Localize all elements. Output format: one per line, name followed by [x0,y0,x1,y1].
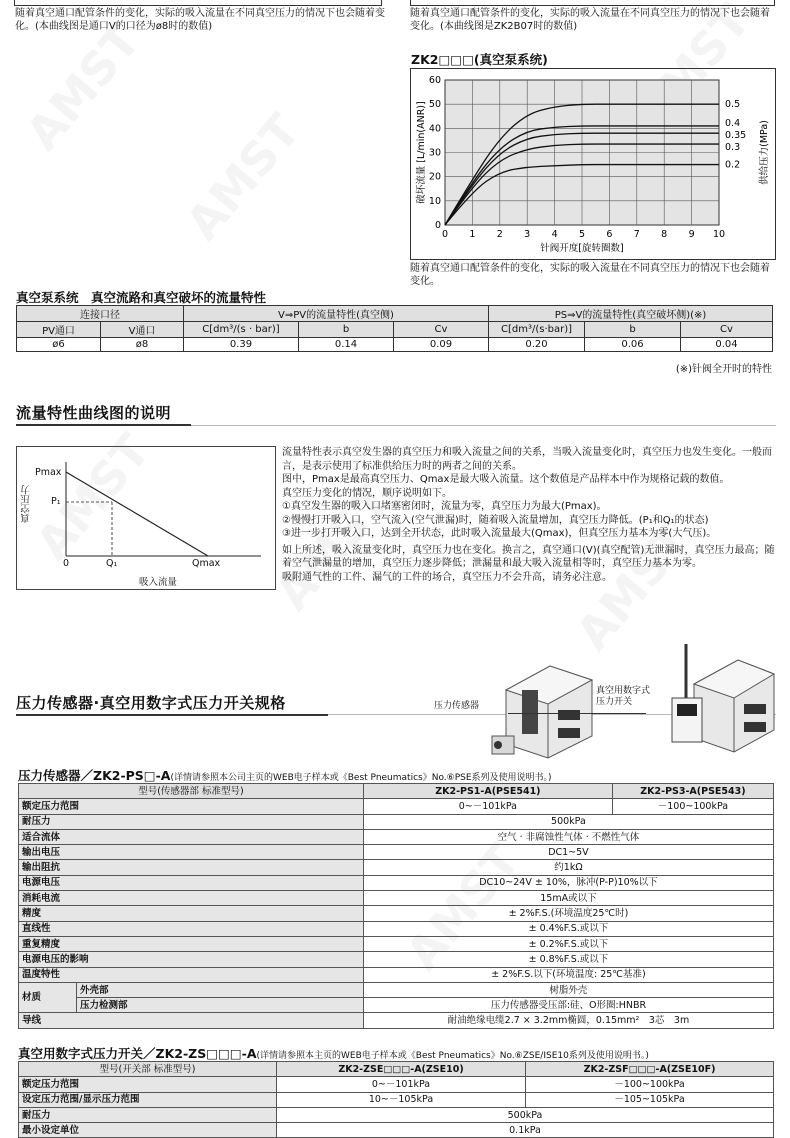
top-left-note: 随着真空通口配管条件的变化，实际的吸入流量在不同真空压力的情况下也会随着变化。(本曲线图是通口V的口径为ø8时的数值) [15,8,385,32]
spec-value: 15mA或以下 [363,891,773,906]
sensor-spec-table [18,783,774,1029]
spec-label: 设定压力范围/显示压力范围 [19,1092,277,1107]
spec-label: 耐压力 [19,1107,277,1122]
spec-value: 空气 · 非腐蚀性气体 · 不燃性气体 [363,829,773,844]
switch-spec-table [18,1061,774,1138]
table-row [19,921,774,936]
table-cell: 0.39 [184,338,299,352]
spec-value: 0.1kPa [277,1123,774,1138]
flow-footnote: (※)针阀全开时的特性 [675,364,772,375]
switch-label-line: 真空用数字式 [596,686,651,696]
table-row [19,814,774,829]
spec-value: 0~－101kPa [277,1077,526,1092]
top-left-frame [14,0,382,6]
spec-label: 额定压力范围 [19,799,364,814]
x-tick-label: 9 [688,229,695,240]
series-label: 0.4 [725,117,741,129]
y-tick-label: 10 [428,195,441,207]
spec-value: DC1~5V [363,845,773,860]
pump-chart-note: 随着真空通口配管条件的变化，实际的吸入流量在不同真空压力的情况下也会随着变化。 [410,263,770,287]
top-right-note: 随着真空通口配管条件的变化，实际的吸入流量在不同真空压力的情况下也会随着变化。(本曲线图是ZK2B07时的数值) [410,8,770,32]
spec-label: 消耗电流 [19,891,364,906]
table-row [19,875,774,890]
spec-header: ZK2-ZSF□□□-A(ZSE10F) [526,1062,774,1077]
x-tick-label: 6 [606,229,613,240]
right-axis-label: 供给压力(MPa) [759,120,770,185]
sensor-section-title: 压力传感器·真空用数字式压力开关规格 [16,694,286,712]
table-cell: 0.20 [489,338,585,352]
table-row [19,1077,774,1092]
zero-label: 0 [63,558,70,569]
y-tick-label: 30 [428,147,441,159]
switch-table-title-note: (详情请参照本主页的WEB电子样本或《Best Pneumatics》No.⑥ZSE/ISE10系列及使用说明书。) [256,1051,649,1061]
paragraph: 吸附通气性的工件、漏气的工件的场合，真空压力不会升高，请务必注意。 [282,571,612,583]
y-tick-label: 60 [428,75,441,86]
spec-label: 额定压力范围 [19,1077,277,1092]
table-cell: 0.04 [681,338,773,352]
table-row [19,952,774,967]
pump-chart-title: ZK2□□□(真空泵系统) [411,52,548,67]
spec-value: 树脂外壳 [363,982,773,997]
paragraph: ①真空发生器的吸入口堵塞密闭时，流量为零，真空压力为最大(Pmax)。 [282,501,607,512]
p1-label: P₁ [51,496,61,507]
section-divider [191,425,776,426]
q1-label: Q₁ [106,558,118,569]
top-right-frame [410,0,775,6]
diagram-xlabel: 吸入流量 [139,577,178,588]
spec-value: 0~－101kPa [363,799,612,814]
v-to-pv-header: V⇒PV的流量特性(真空侧) [184,306,489,322]
x-tick-label: 3 [524,229,531,240]
paragraph: 如上所述，吸入流量变化时，真空压力也在变化。换言之，真空通口(V)(真空配管)无泄漏时，真空压力最高；随着空气泄漏量的增加，真空压力逐步降低；泄漏量和最大吸入流量相等时，真空压力基本为零。 [282,544,775,569]
table-cell: ø6 [17,338,101,352]
spec-header: ZK2-PS1-A(PSE541) [363,784,612,799]
series-label: 0.3 [725,142,741,154]
spec-label: 输出电压 [19,845,364,860]
sub-header: V通口 [101,322,184,338]
spec-label: 最小设定单位 [19,1123,277,1138]
pressure-sensor-product-image [488,650,598,760]
table-row [19,998,774,1013]
series-label: 0.2 [725,159,741,171]
table-row [19,1092,774,1107]
sensor-label: 压力传感器 [434,701,480,711]
table-row [19,906,774,921]
sensor-table-title-note: (详情请参照本公司主页的WEB电子样本或《Best Pneumatics》No.⑥PSE系列及使用说明书。) [170,773,552,783]
y-tick-label: 50 [428,99,441,111]
table-row [19,967,774,982]
spec-value: ± 0.4%F.S.或以下 [363,921,773,936]
spec-label: 精度 [19,906,364,921]
spec-label: 重复精度 [19,936,364,951]
series-label: 0.5 [725,99,741,111]
spec-label: 电源电压 [19,875,364,890]
spec-value: 10~－105kPa [277,1092,526,1107]
table-row [19,982,774,997]
y-tick-label: 0 [434,220,441,231]
ps-to-v-header: PS⇒V的流量特性(真空破坏侧)(※) [489,306,773,322]
spec-value: ± 0.8%F.S.或以下 [363,952,773,967]
spec-label: 导线 [19,1013,364,1028]
switch-label-line: 压力开关 [596,697,633,707]
qmax-label: Qmax [192,558,221,569]
x-tick-label: 7 [633,229,640,240]
x-tick-label: 4 [551,229,558,240]
spec-header: 型号(开关部 标准型号) [19,1062,277,1077]
table-row [19,1013,774,1028]
spec-header: ZK2-PS3-A(PSE543) [612,784,773,799]
sub-header: Cv [394,322,489,338]
section-divider [16,424,191,426]
spec-value: －105~105kPa [526,1092,774,1107]
section-divider [16,714,328,716]
x-tick-label: 8 [661,229,668,240]
table-row [19,799,774,814]
table-row [19,1123,774,1138]
x-tick-label: 10 [712,229,726,240]
characteristic-line [66,472,208,556]
switch-label [596,686,650,708]
sub-header: b [299,322,394,338]
spec-value: 500kPa [363,814,773,829]
table-row [19,860,774,875]
switch-table-title-main: 真空用数字式压力开关／ZK2-ZS□□□-A [18,1046,257,1061]
flow-section-title: 真空泵系统 真空流路和真空破坏的流量特性 [16,290,267,305]
sub-header: b [585,322,681,338]
x-tick-label: 1 [469,229,476,240]
x-tick-label: 5 [578,229,586,240]
paragraph: ②慢慢打开吸入口，空气流入(空气泄漏)时，随着吸入流量增加，真空压力降低。(P₁和Q₁的状态) [282,514,709,526]
explain-section-title: 流量特性曲线图的说明 [16,404,172,422]
series-label: 0.35 [725,130,747,142]
y-axis-label: 破坏流量 [L/min(ANR)] [416,101,427,204]
watermark [15,14,150,160]
y-tick-label: 20 [428,171,441,183]
pump-flow-chart [410,68,776,260]
table-row [19,845,774,860]
table-cell: ø8 [101,338,184,352]
table-row [19,829,774,844]
spec-header: ZK2-ZSE□□□-A(ZSE10) [277,1062,526,1077]
spec-value: ± 0.2%F.S.或以下 [363,936,773,951]
spec-label: 耐压力 [19,814,364,829]
pmax-label: Pmax [35,467,62,478]
table-row [19,1107,774,1122]
spec-value: 耐油绝缘电缆2.7 × 3.2mm椭圆，0.15mm² 3芯 3m [363,1013,773,1028]
paragraph: 流量特性表示真空发生器的真空压力和吸入流量之间的关系，当吸入流量变化时，真空压力也发生变化。一般而言，是表示使用了标准供给压力时的两者之间的关系。 [282,447,772,472]
x-tick-label: 2 [496,229,503,240]
arrow-pointer [508,713,646,714]
sensor-table-title [18,766,552,784]
sub-header: Cv [681,322,773,338]
spec-value: ± 2%F.S.(环境温度25℃时) [363,906,773,921]
sub-header: C[dm³/(s · bar)] [184,322,299,338]
table-row [19,936,774,951]
spec-header: 型号(传感器部 标准型号) [19,784,364,799]
spec-sublabel: 压力检测部 [77,998,364,1013]
watermark [175,104,310,250]
vacuum-switch-product-image [664,640,776,760]
spec-value: －100~100kPa [526,1077,774,1092]
spec-value: 500kPa [277,1107,774,1122]
paragraph: 图中，Pmax是最高真空压力、Qmax是最大吸入流量。这个数值是产品样本中作为规格记载的数值。 [282,474,730,485]
spec-sublabel: 外壳部 [77,982,364,997]
spec-value: DC10~24V ± 10%，脉冲(P-P)10%以下 [363,875,773,890]
spec-value: 压力传感器受压部:硅、O形圈:HNBR [363,998,773,1013]
spec-label: 温度特性 [19,967,364,982]
paragraph: 真空压力变化的情况，顺序说明如下。 [282,487,452,499]
paragraph: ③进一步打开吸入口，达到全开状态，此时吸入流量最大(Qmax)，但真空压力基本为零(大气压)。 [282,528,717,539]
spec-value: －100~100kPa [612,799,773,814]
table-row [19,891,774,906]
x-tick-label: 0 [441,229,449,240]
x-axis-label: 针阀开度[旋转圈数] [540,243,624,254]
spec-label: 电源电压的影响 [19,952,364,967]
switch-table-title [18,1044,649,1062]
spec-label: 材质 [19,982,77,1013]
diagram-ylabel: 真空压力 [21,485,32,523]
spec-value: 约1kΩ [363,860,773,875]
explain-text [282,446,776,584]
sub-header: PV通口 [17,322,101,338]
sensor-table-title-main: 压力传感器／ZK2-PS□-A [18,768,171,783]
table-cell: 0.06 [585,338,681,352]
flow-table [16,305,773,352]
table-cell: 0.14 [299,338,394,352]
spec-label: 适合流体 [19,829,364,844]
sub-header: C[dm³/(s·bar)] [489,322,585,338]
port-dia-header: 连接口径 [17,306,184,322]
spec-label: 输出阻抗 [19,860,364,875]
table-cell: 0.09 [394,338,489,352]
y-tick-label: 40 [428,123,441,135]
spec-value: ± 2%F.S.以下(环境温度: 25℃基准) [363,967,773,982]
spec-label: 直线性 [19,921,364,936]
